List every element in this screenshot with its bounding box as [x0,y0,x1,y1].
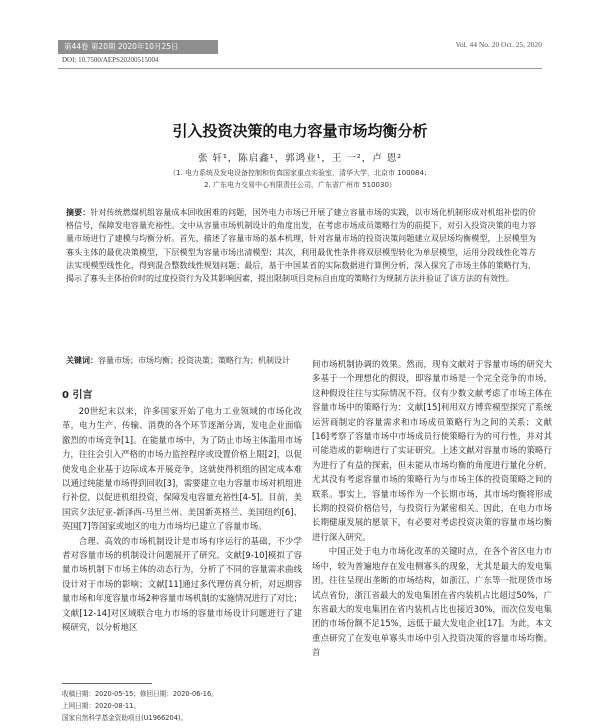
abstract [66,206,536,285]
volume-info: Vol. 44 No. 20 Oct. 25, 2020 [455,40,542,49]
footnote: 上网日期：2020-08-11。 [62,702,140,710]
abstract-text: 针对传统燃煤机组容量成本回收困难的问题，国外电力市场已开展了建立容量市场的实践，以市场化机制形成对机组补偿的价格信号，保障发电容量充裕性。文中从容量市场机制设计的角度出发，在考虑市场成员策略行为的前提下，对引入投资决策的电力容量市场进行了建模与均衡分析。首先，描述了容量市场的基本机理，针对容量市场的投资决策问题建立双层场均衡模型，上层模型为寡头主体的最优决策模型，下层模型为容量市场出清模型；其次，利用最优性条件将双层模型转化为单层模型，运用分段线性化等方法实现模型线性化，得到混合整数线性规划问题；最后，基于中国某省的实际数据进行算例分析，深入探究了市场主体的策略行为，揭示了寡头主体抬价时的过度投资行为及其影响因素，提出限制项目竞标自由度的策略行为规制方法并验证了该方法的有效性。 [66,208,537,284]
author-list: 张 轩¹，陈启鑫¹，郭鸿业¹，王 一²，卢 恩² [197,153,403,164]
paragraph: 20世纪末以来，许多国家开始了电力工业领域的市场化改革，电力生产、传输、消费的各个环节逐渐分离，发电企业面临激烈的市场竞争[1]。在能量市场中，为了防止市场主体滥用市场力，往往会引入严格的市场力监控程序或设置价格上限[2]，以促使发电企业基于边际成本开展竞争，这就使得机组的固定成本难以通过纯能量市场得到回收[3]，需要建立电力容量市场对机组进行补偿，以促进机组投资，保障发电容量充裕性[4-5]。目前，美国宾夕法尼亚-新泽西-马里兰州、美国新英格兰、美国纽约[6]、英国[7]等国家或地区的电力市场均已建立了容量市场。 [62,406,302,532]
footnote: 收稿日期：2020-05-15；修回日期：2020-06-16。 [62,690,218,698]
left-column [62,404,302,635]
footnote-rule [62,683,152,684]
paragraph: 合理、高效的市场机制设计是市场有序运行的基础，不少学者对容量市场的机制设计问题展开了研究。文献[9-10]模拟了容量市场机制下市场主体的动态行为，分析了不同的容量需求曲线设计对于市场的影响；文献[11]通过多代理仿真分析，对远期容量市场和年度容量市场2种容量市场机制的实施情况进行了对比；文献[12-14]对区域联合电力市场的容量市场设计问题进行了建模研究，以分析地区 [62,535,302,633]
footnote: 国家自然科学基金资助项目(U1966204)。 [62,714,188,722]
affiliation-1: （1. 电力系统及发电设备控制和仿真国家重点实验室，清华大学，北京市 100084； [169,169,431,177]
doi: DOI: 10.7500/AEPS20200515004 [62,56,159,64]
paragraph: 间市场机制协调的效果。然而，现有文献对于容量市场的研究大多基于一个理想化的假设，即容量市场是一个完全竞争的市场，这种假设往往与实际情况不符。仅有少数文献考虑了市场主体在容量市场中的策略行为：文献[15]利用双方博弈模型探究了系统运营商制定的容量需求和市场成员策略行为之间的关系；文献[16]考察了容量市场中市场成员行使策略行为的可行性，并对其可能造成的影响进行了实证研究。上述文献对容量市场的策略行为进行了有益的探索，但未能从市场均衡的角度进行量化分析，尤其没有考虑容量市场的策略行为与市场主体的投资策略之间的联系。事实上，容量市场作为一个长期市场，其市场均衡将形成长期的投资价格信号，与投资行为紧密相关。因此，在电力市场长期健康发展的愿景下，有必要对考虑投资决策的容量市场均衡进行深入研究。 [312,359,552,542]
header-rule [58,68,542,69]
right-column [312,357,552,660]
issue-band: 第44卷 第20期 2020年10月25日 [58,40,218,54]
keywords-text: 容量市场；市场均衡；投资决策；策略行为；机制设计 [98,356,290,365]
paragraph: 中国正处于电力市场化改革的关键时点，在各个省区电力市场中，较为普遍地存在发电侧寡头的现象，尤其是最大的发电集团，往往呈现出垄断的市场结构，如浙江、广东等一批现货市场试点省份，浙江省最大的发电集团在省内装机占比超过50%，广东省最大的发电集团在省内装机占比也接近30%，而次位发电集团的市场份额不足15%，远低于最大发电企业[17]。为此，本文重点研究了在发电单寡头市场中引入投资决策的容量市场均衡。首 [312,546,552,658]
paper-title: 引入投资决策的电力容量市场均衡分析 [172,122,428,140]
section-heading: 0 引言 [62,390,93,401]
abstract-label: 摘要： [66,208,91,217]
keywords-label: 关键词： [66,356,98,365]
affiliation-2: 2. 广东电力交易中心有限责任公司，广东省广州市 510030） [204,181,396,189]
